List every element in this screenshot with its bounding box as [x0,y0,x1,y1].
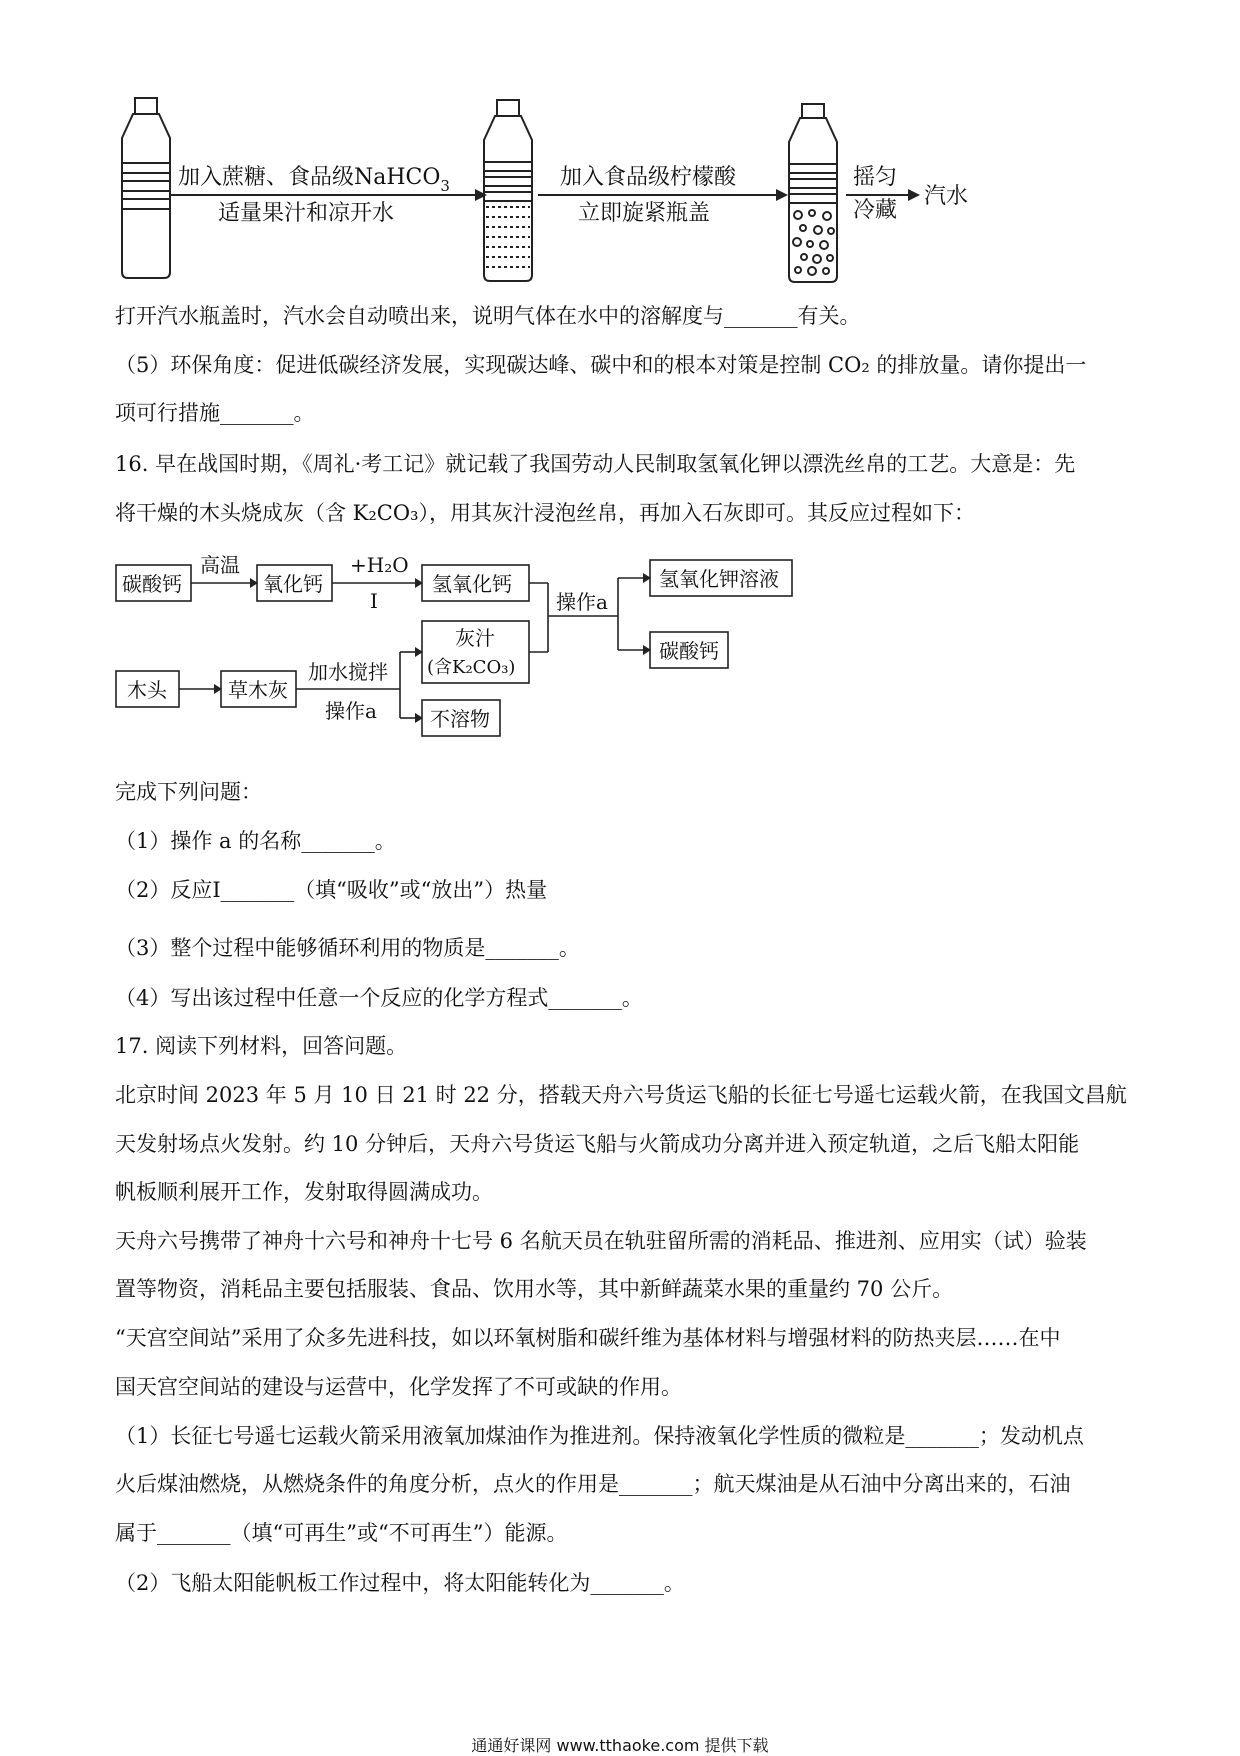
label-cao: 氧化钙 [263,572,323,596]
label-stir: 加水搅拌 [308,660,388,684]
step3-bottom: 冷藏 [853,198,898,223]
step2-bottom: 立即旋紧瓶盖 [578,201,711,226]
text-line-1: 打开汽水瓶盖时，汽水会自动喷出来，说明气体在水中的溶解度与_______有关。 [115,304,861,328]
q17-passage-5: 置等物资，消耗品主要包括服装、食品、饮用水等，其中新鲜蔬菜水果的重量约 70 公斤。 [115,1277,954,1301]
q16-part-4: （4）写出该过程中任意一个反应的化学方程式_______。 [115,986,643,1010]
q17-passage-1: 北京时间 2023 年 5 月 10 日 21 时 22 分，搭载天舟六号货运飞船的长征七号遥七运载火箭，在我国文昌航 [115,1083,1127,1107]
text-line-2: （5）环保角度：促进低碳经济发展，实现碳达峰、碳中和的根本对策是控制 CO₂ 的排放量。请你提出一 [115,353,1087,377]
q17-passage-2: 天发射场点火发射。约 10 分钟后，天舟六号货运飞船与火箭成功分离并进入预定轨道，之后飞船太阳能 [115,1132,1080,1156]
footer-credit: 通通好课网 www.tthaoke.com 提供下载 [471,1736,769,1755]
question-17-title: 17. 阅读下列材料，回答问题。 [115,1034,408,1058]
label-caco3-out: 碳酸钙 [659,639,719,663]
q17-part-1-line-2: 火后煤油燃烧，从燃烧条件的角度分析，点火的作用是_______；航天煤油是从石油中分离出来的，石油 [115,1472,1071,1496]
koh-flow-chart [0,540,1240,765]
q17-passage-3: 帆板顺利展开工作，发射取得圆满成功。 [115,1180,493,1204]
label-huizhi-sub: (含K₂CO₃) [427,657,516,678]
q17-passage-7: 国天宫空间站的建设与运营中，化学发挥了不可或缺的作用。 [115,1375,682,1399]
label-h2o: +H₂O [350,553,409,577]
label-gaowen: 高温 [200,553,240,577]
bottle-3-icon [789,104,837,282]
q17-part-2: （2）飞船太阳能帆板工作过程中，将太阳能转化为_______。 [115,1571,685,1595]
label-insoluble: 不溶物 [430,707,490,731]
label-huizhi: 灰汁 [455,626,495,650]
label-wood: 木头 [127,678,167,702]
label-koh: 氢氧化钾溶液 [659,567,779,591]
step3-top: 摇匀 [853,165,898,190]
text-line-3: 项可行措施_______。 [115,401,315,425]
soda-process-diagram [0,0,1240,300]
q17-passage-4: 天舟六号携带了神舟十六号和神舟十七号 6 名航天员在轨驻留所需的消耗品、推进剂、应用实（试）验装 [115,1229,1087,1253]
q17-passage-6: “天宫空间站”采用了众多先进科技，如以环氧树脂和碳纤维为基体材料与增强材料的防热夹层……在中 [115,1326,1061,1350]
q17-part-1-line-1: （1）长征七号遥七运载火箭采用液氧加煤油作为推进剂。保持液氧化学性质的微粒是_______；发动机点 [115,1424,1084,1448]
label-caozuo-a-left: 操作a [325,699,377,723]
text-line-6: 完成下列问题： [115,780,262,804]
bottle-2-icon [484,100,532,281]
product-soda: 汽水 [924,184,969,209]
q16-part-2: （2）反应Ⅰ_______（填“吸收”或“放出”）热量 [115,878,548,902]
label-caoh2: 氢氧化钙 [432,572,512,596]
step1-top: 加入蔗糖、食品级NaHCO$_3$ [178,165,450,195]
step1-bottom: 适量果汁和凉开水 [218,201,395,226]
step2-top: 加入食品级柠檬酸 [560,165,737,190]
question-16-line-1: 16. 早在战国时期，《周礼·考工记》就记载了我国劳动人民制取氢氧化钾以漂洗丝帛的工艺。大意是：先 [115,452,1076,476]
question-16-line-2: 将干燥的木头烧成灰（含 K₂CO₃），用其灰汁浸泡丝帛，再加入石灰即可。其反应过程如下： [115,501,975,525]
q16-part-3: （3）整个过程中能够循环利用的物质是_______。 [115,936,580,960]
label-caco3: 碳酸钙 [122,572,182,596]
q17-part-1-line-3: 属于_______（填“可再生”或“不可再生”）能源。 [115,1521,568,1545]
label-caozuo-a-right: 操作a [556,590,608,614]
bottle-1-icon [122,98,170,278]
q16-part-1: （1）操作 a 的名称_______。 [115,829,396,853]
label-ash: 草木灰 [228,678,288,702]
label-reaction-I: I [370,589,378,613]
